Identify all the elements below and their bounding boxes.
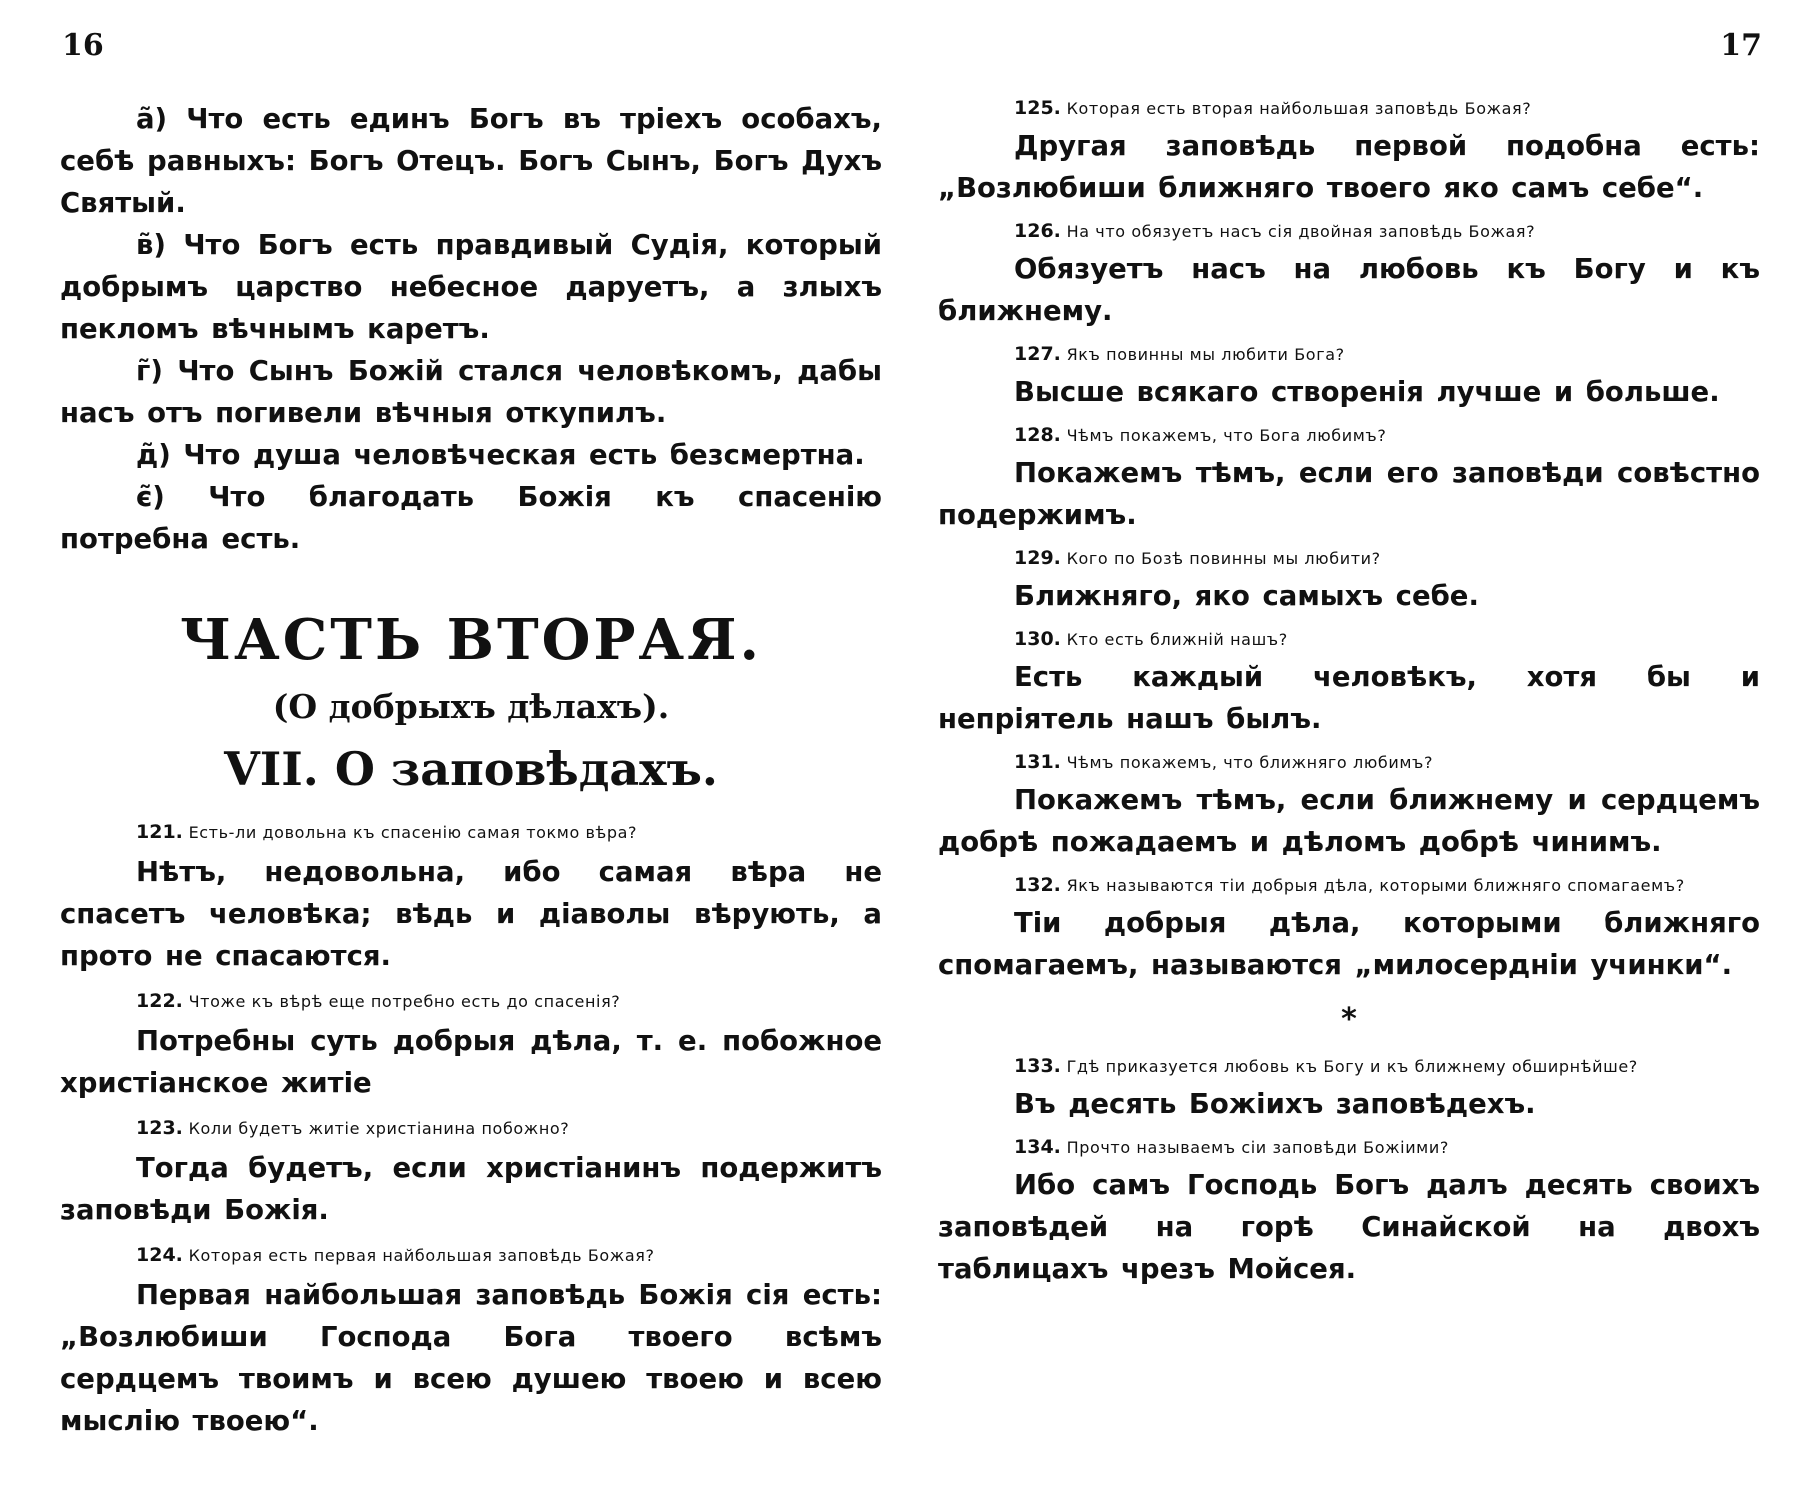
qa-124 — [60, 1245, 882, 1442]
question-number: 132. — [1014, 874, 1061, 896]
question-text: Коли будетъ житіе христіанина побожно? — [188, 1119, 570, 1138]
part-subtitle: (О добрыхъ дѣлахъ). — [272, 687, 670, 726]
question-text: Которая есть первая найбольшая заповѣдь Божая? — [188, 1246, 655, 1265]
question-number: 125. — [1014, 97, 1061, 119]
qa-132 — [938, 875, 1760, 986]
question — [938, 98, 1760, 119]
question — [60, 822, 882, 843]
page-number-left: 16 — [62, 28, 104, 63]
question-number: 126. — [1014, 220, 1061, 242]
qa-131 — [938, 752, 1760, 863]
question-text: Кого по Бозѣ повинны мы любити? — [1066, 549, 1381, 568]
question — [938, 1137, 1760, 1158]
question — [938, 752, 1760, 773]
question-text: На что обязуетъ насъ сія двойная заповѣдь Божая? — [1066, 222, 1536, 241]
question-number: 123. — [136, 1117, 183, 1139]
question-text: Которая есть вторая найбольшая заповѣдь Божая? — [1066, 99, 1532, 118]
question — [60, 1245, 882, 1266]
qa-133 — [938, 1056, 1760, 1125]
answer: Тогда будетъ, если христіанинъ подержитъ заповѣди Божія. — [60, 1152, 882, 1226]
qa-129 — [938, 548, 1760, 617]
answer: Другая заповѣдь первой подобна есть: „Возлюбиши ближняго твоего яко самъ себе“. — [938, 130, 1760, 204]
answer: Обязуетъ насъ на любовь къ Богу и къ ближнему. — [938, 253, 1760, 327]
question — [938, 344, 1760, 365]
qa-121 — [60, 822, 882, 977]
right-page — [938, 98, 1760, 1290]
question — [60, 991, 882, 1012]
doctrine-item-b: в̃) Что Богъ есть правдивый Судія, который добрымъ царство небесное даруетъ, а злыхъ пекломъ вѣчнымъ каретъ. — [60, 229, 882, 345]
answer: Нѣтъ, недовольна, ибо самая вѣра не спасетъ человѣка; вѣдь и діаволы вѣрують, а прото не спасаются. — [60, 856, 882, 972]
answer: Ибо самъ Господь Богъ далъ десять своихъ заповѣдей на горѣ Синайской на двохъ таблицахъ чрезъ Мойсея. — [938, 1169, 1760, 1285]
doctrine-item-e: є̃) Что благодать Божія къ спасенію потребна есть. — [60, 481, 882, 555]
question-number: 121. — [136, 821, 183, 843]
question — [938, 875, 1760, 896]
section-separator: * — [1341, 1002, 1357, 1037]
doctrine-item-c: г̃) Что Сынъ Божій стался человѣкомъ, дабы насъ отъ погивели вѣчныя откупилъ. — [60, 355, 882, 429]
question-text: Якъ называются тіи добрыя дѣла, которыми ближняго спомагаемъ? — [1066, 876, 1685, 895]
qa-122 — [60, 991, 882, 1104]
question-number: 122. — [136, 990, 183, 1012]
doctrine-item-d: д̃) Что душа человѣческая есть безсмертна. — [136, 439, 865, 471]
question-number: 128. — [1014, 424, 1061, 446]
question — [938, 221, 1760, 242]
answer: Первая найбольшая заповѣдь Божія сія есть: „Возлюбиши Господа Бога твоего всѣмъ сердцемъ твоимъ и всею душею твоею и всею мыслію твоею“. — [60, 1279, 882, 1437]
question-text: Кто есть ближній нашъ? — [1066, 630, 1288, 649]
question-text: Якъ повинны мы любити Бога? — [1066, 345, 1345, 364]
question-number: 133. — [1014, 1055, 1061, 1077]
question — [938, 548, 1760, 569]
part-title: ЧАСТЬ ВТОРАЯ. — [179, 607, 763, 673]
qa-127 — [938, 344, 1760, 413]
question-number: 134. — [1014, 1136, 1061, 1158]
qa-130 — [938, 629, 1760, 740]
answer: Покажемъ тѣмъ, если его заповѣди совѣстно подержимъ. — [938, 457, 1760, 531]
left-page — [60, 98, 882, 1442]
answer: Въ десять Божіихъ заповѣдехъ. — [1014, 1088, 1536, 1120]
question-text: Прочто называемъ сіи заповѣди Божіими? — [1066, 1138, 1449, 1157]
question-text: Чтоже къ вѣрѣ еще потребно есть до спасенія? — [188, 992, 621, 1011]
answer: Тіи добрыя дѣла, которыми ближняго спомагаемъ, называются „милосердніи учинки“. — [938, 907, 1760, 981]
qa-123 — [60, 1118, 882, 1231]
question — [938, 425, 1760, 446]
question-number: 124. — [136, 1244, 183, 1266]
qa-134 — [938, 1137, 1760, 1290]
question — [938, 1056, 1760, 1077]
question — [60, 1118, 882, 1139]
section-title: VII. О заповѣдахъ. — [224, 742, 718, 796]
answer: Покажемъ тѣмъ, если ближнему и сердцемъ добрѣ пожадаемъ и дѣломъ добрѣ чинимъ. — [938, 784, 1760, 858]
question-number: 131. — [1014, 751, 1061, 773]
page-number-right: 17 — [1720, 28, 1762, 63]
question-text: Чѣмъ покажемъ, что Бога любимъ? — [1066, 426, 1387, 445]
question-text: Есть-ли довольна къ спасенію самая токмо вѣра? — [188, 823, 638, 842]
answer: Потребны суть добрыя дѣла, т. е. побожное христіанское житіе — [60, 1025, 882, 1099]
question-number: 130. — [1014, 628, 1061, 650]
question-text: Чѣмъ покажемъ, что ближняго любимъ? — [1066, 753, 1434, 772]
answer: Есть каждый человѣкъ, хотя бы и непріятель нашъ былъ. — [938, 661, 1760, 735]
answer: Ближняго, яко самыхъ себе. — [1014, 580, 1479, 612]
doctrine-item-a: а̃) Что есть единъ Богъ въ тріехъ особахъ, себѣ равныхъ: Богъ Отецъ. Богъ Сынъ, Богъ Духъ Святый. — [60, 103, 882, 219]
qa-128 — [938, 425, 1760, 536]
question-number: 129. — [1014, 547, 1061, 569]
qa-125 — [938, 98, 1760, 209]
qa-126 — [938, 221, 1760, 332]
question — [938, 629, 1760, 650]
doctrine-list — [60, 98, 882, 560]
question-number: 127. — [1014, 343, 1061, 365]
answer: Высше всякаго створенія лучше и больше. — [1014, 376, 1720, 408]
question-text: Гдѣ приказуется любовь къ Богу и къ ближнему обширнѣйше? — [1066, 1057, 1638, 1076]
